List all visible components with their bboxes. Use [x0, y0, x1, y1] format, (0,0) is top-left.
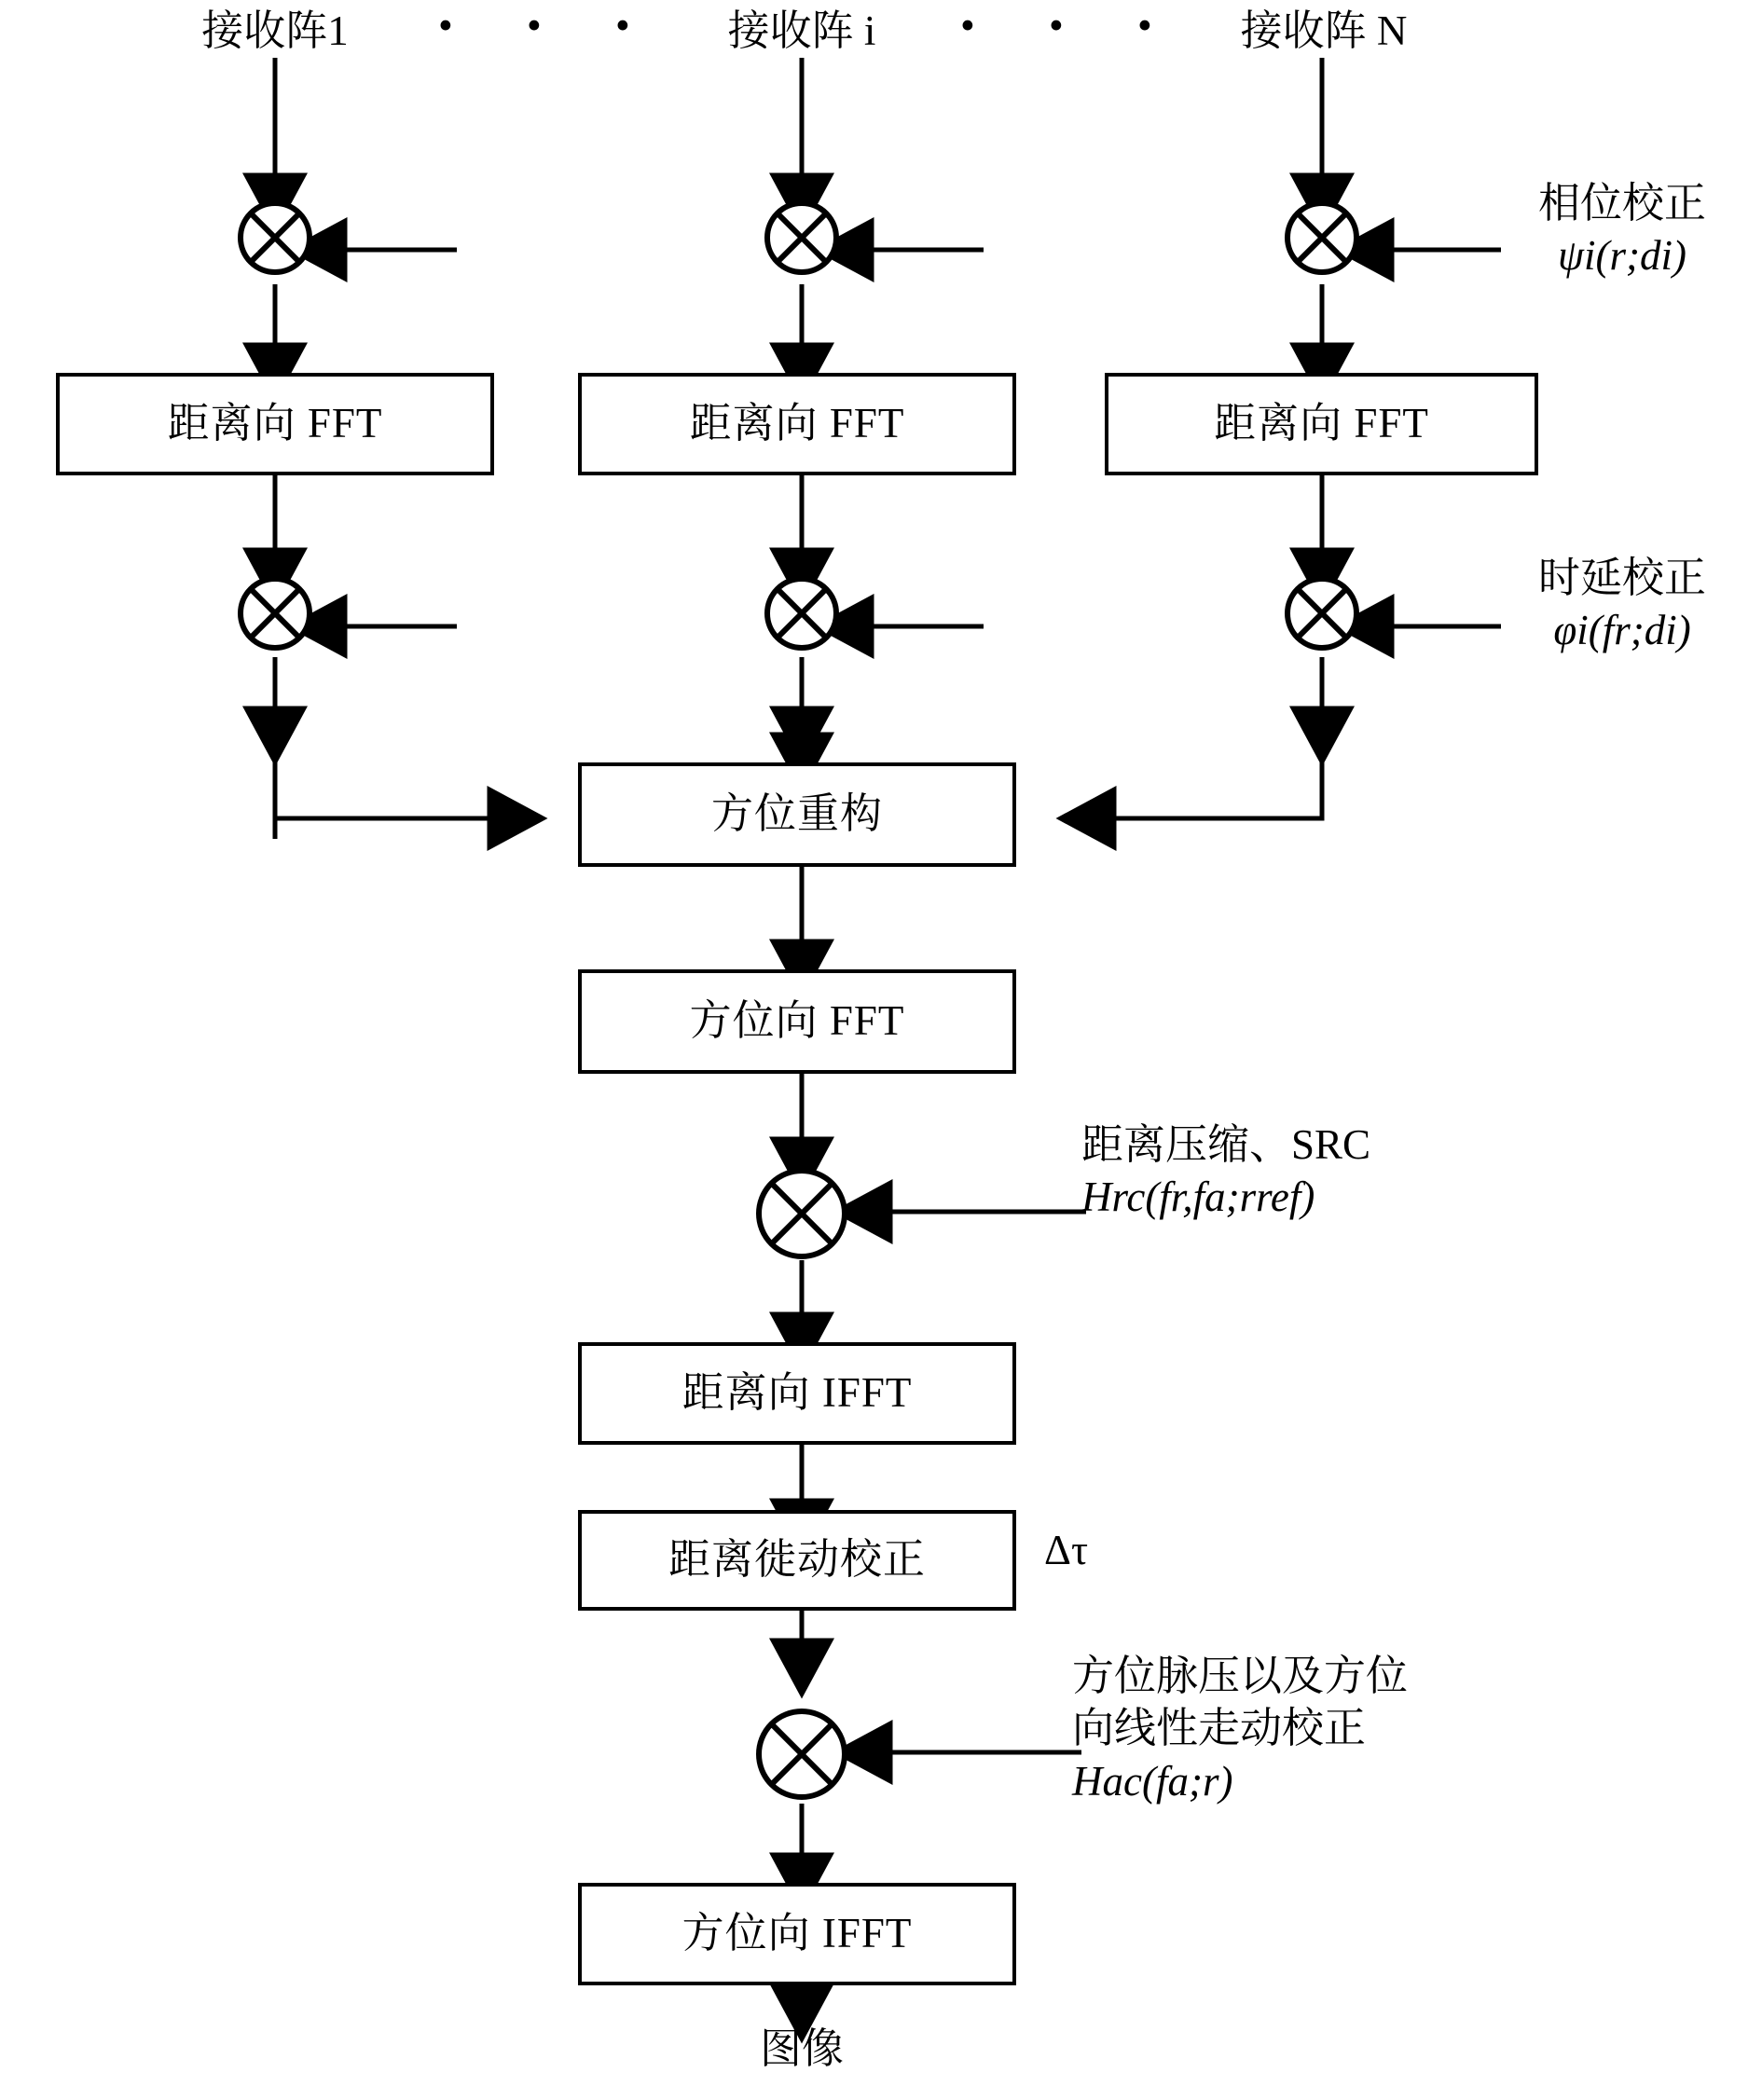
node-range-fft-i[interactable]: 距离向 FFT: [578, 373, 1016, 475]
mult-azimuth-compression: [736, 1689, 867, 1819]
mult-delay-N: [1266, 557, 1378, 669]
annotation-delay-correction-line1: 时延校正: [1537, 555, 1706, 601]
annotation-range-compression: [1081, 1119, 1482, 1224]
annotation-azimuth-compression-line1: 方位脉压以及方位: [1072, 1653, 1409, 1699]
mult-delay-i: [746, 557, 858, 669]
annotation-phase-correction-line1: 相位校正: [1537, 180, 1706, 226]
node-azimuth-fft[interactable]: 方位向 FFT: [578, 969, 1016, 1074]
node-range-ifft[interactable]: 距离向 IFFT: [578, 1342, 1016, 1445]
dots-right: • • •: [960, 2, 1184, 48]
annotation-delay-correction-line2: φi(fr;di): [1553, 607, 1691, 654]
mult-range-compression: [736, 1148, 867, 1279]
dots-left: • • •: [438, 2, 662, 48]
annotation-phase-correction-line2: ψi(r;di): [1558, 232, 1686, 280]
annotation-phase-correction: [1482, 177, 1762, 282]
mult-phase-i: [746, 182, 858, 294]
annotation-range-walk: Δτ: [1044, 1527, 1089, 1573]
annotation-delay-correction: [1482, 552, 1762, 657]
annotation-azimuth-compression: [1072, 1650, 1501, 1807]
annotation-range-compression-line1: 距离压缩、SRC: [1081, 1121, 1371, 1168]
annotation-range-compression-line2: Hrc(fr,fa;rref): [1081, 1174, 1315, 1221]
input-label-1: 接收阵1: [201, 7, 349, 54]
mult-phase-N: [1266, 182, 1378, 294]
mult-delay-1: [219, 557, 331, 669]
mult-phase-1: [219, 182, 331, 294]
input-label-N: 接收阵 N: [1240, 7, 1408, 54]
node-range-fft-1[interactable]: 距离向 FFT: [56, 373, 494, 475]
node-range-walk-correction[interactable]: 距离徙动校正: [578, 1510, 1016, 1611]
annotation-azimuth-compression-line3: Hac(fa;r): [1072, 1757, 1233, 1805]
node-azimuth-reconstruction[interactable]: 方位重构: [578, 762, 1016, 867]
node-range-fft-N[interactable]: 距离向 FFT: [1105, 373, 1538, 475]
input-label-i: 接收阵 i: [727, 7, 876, 54]
node-azimuth-ifft[interactable]: 方位向 IFFT: [578, 1883, 1016, 1985]
annotation-azimuth-compression-line2: 向线性走动校正: [1072, 1705, 1367, 1752]
output-label-image: 图像: [759, 2025, 844, 2072]
